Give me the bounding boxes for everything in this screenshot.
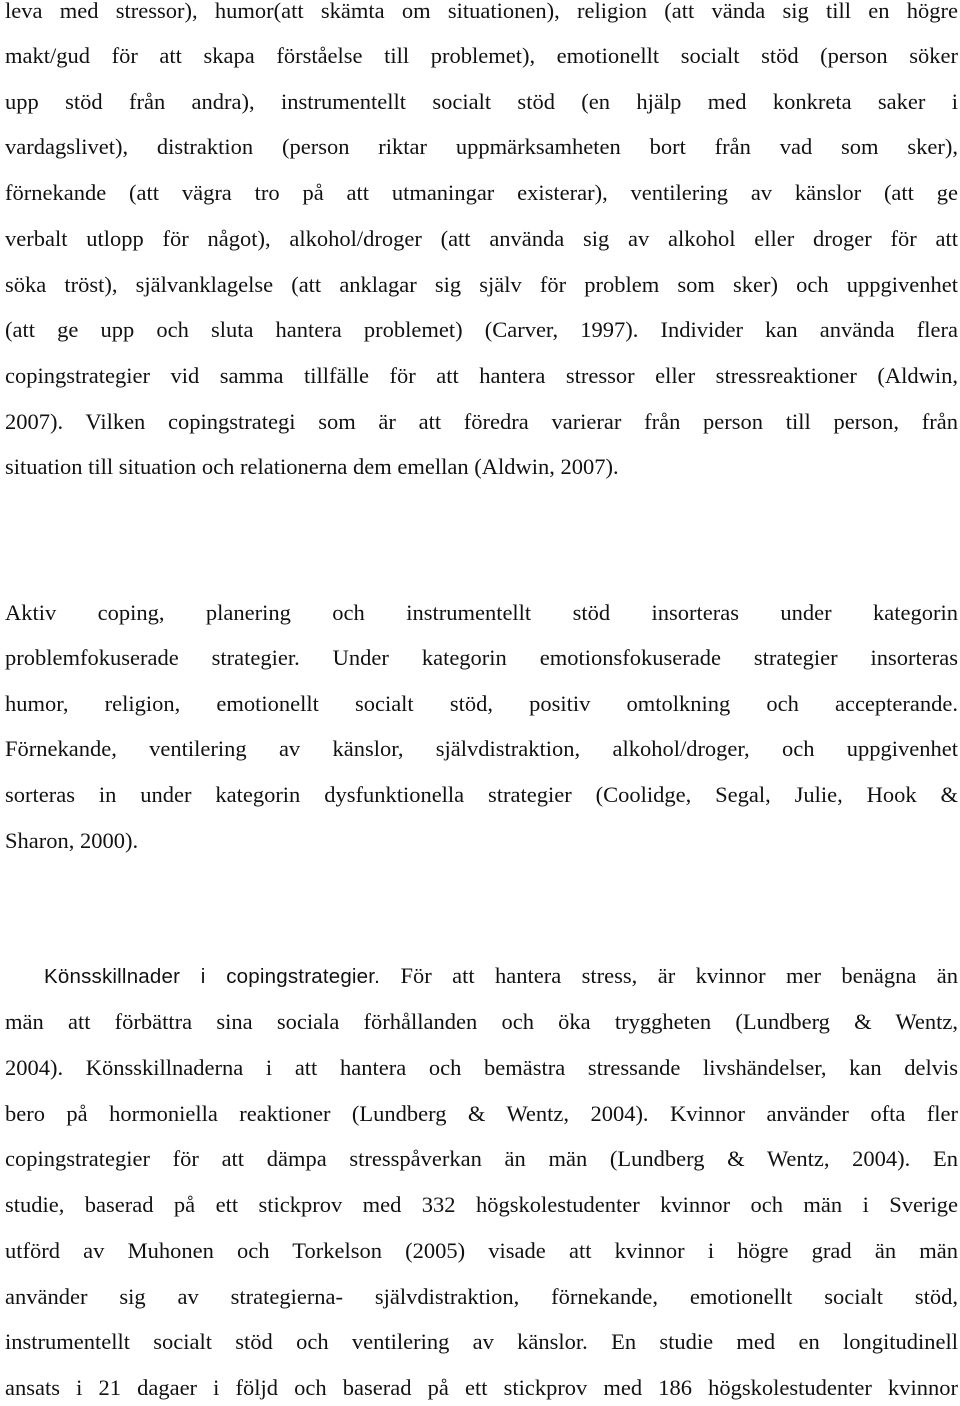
text-line: humor, religion, emotionellt socialt stöd, positiv omtolkning och accepterande. bbox=[5, 691, 958, 716]
section-heading: Könsskillnader i copingstrategier. bbox=[44, 965, 381, 988]
text-line: makt/gud för att skapa förståelse till problemet), emotionellt socialt stöd (person söker bbox=[5, 43, 958, 68]
text-line: instrumentellt socialt stöd och ventilering av känslor. En studie med en longitudinell bbox=[5, 1329, 958, 1354]
text-line: använder sig av strategierna- självdistraktion, förnekande, emotionellt socialt stöd, bbox=[5, 1284, 958, 1309]
text-line: förnekande (att vägra tro på att utmaningar existerar), ventilering av känslor (att ge bbox=[5, 180, 958, 205]
text-line bbox=[44, 961, 958, 991]
text-line: upp stöd från andra), instrumentellt socialt stöd (en hjälp med konkreta saker i bbox=[5, 89, 958, 114]
text-line: Sharon, 2000). bbox=[5, 828, 139, 853]
text-line: bero på hormoniella reaktioner (Lundberg & Wentz, 2004). Kvinnor använder ofta fler bbox=[5, 1101, 958, 1126]
text-line: utförd av Muhonen och Torkelson (2005) visade att kvinnor i högre grad än män bbox=[5, 1238, 958, 1263]
text-run: För att hantera stress, är kvinnor mer benägna än bbox=[380, 963, 958, 988]
text-line: (att ge upp och sluta hantera problemet) (Carver, 1997). Individer kan använda flera bbox=[5, 317, 958, 342]
text-line: situation till situation och relationerna dem emellan (Aldwin, 2007). bbox=[5, 454, 619, 479]
text-line: Förnekande, ventilering av känslor, självdistraktion, alkohol/droger, och uppgivenhet bbox=[5, 736, 958, 761]
text-line: sorteras in under kategorin dysfunktionella strategier (Coolidge, Segal, Julie, Hook & bbox=[5, 782, 958, 807]
text-line: 2004). Könsskillnaderna i att hantera och bemästra stressande livshändelser, kan delvis bbox=[5, 1055, 958, 1080]
text-line: Aktiv coping, planering och instrumentellt stöd insorteras under kategorin bbox=[5, 600, 958, 625]
text-line: copingstrategier för att dämpa stresspåverkan än män (Lundberg & Wentz, 2004). En bbox=[5, 1146, 958, 1171]
text-line: söka tröst), självanklagelse (att anklagar sig själv för problem som sker) och uppgivenhet bbox=[5, 272, 958, 297]
text-line: copingstrategier vid samma tillfälle för att hantera stressor eller stressreaktioner (Aldwin, bbox=[5, 363, 958, 388]
text-line: 2007). Vilken copingstrategi som är att föredra varierar från person till person, från bbox=[5, 409, 958, 434]
text-line: ansats i 21 dagaer i följd och baserad på ett stickprov med 186 högskolestudenter kvinnor bbox=[5, 1375, 958, 1400]
text-line: vardagslivet), distraktion (person riktar uppmärksamheten bort från vad som sker), bbox=[5, 134, 958, 159]
text-line: problemfokuserade strategier. Under kategorin emotionsfokuserade strategier insorteras bbox=[5, 645, 958, 670]
text-line: män att förbättra sina sociala förhållanden och öka tryggheten (Lundberg & Wentz, bbox=[5, 1009, 958, 1034]
text-line: studie, baserad på ett stickprov med 332 högskolestudenter kvinnor och män i Sverige bbox=[5, 1192, 958, 1217]
text-line: leva med stressor), humor(att skämta om situationen), religion (att vända sig till en högre bbox=[5, 0, 958, 23]
text-line: verbalt utlopp för något), alkohol/droger (att använda sig av alkohol eller droger för att bbox=[5, 226, 958, 251]
